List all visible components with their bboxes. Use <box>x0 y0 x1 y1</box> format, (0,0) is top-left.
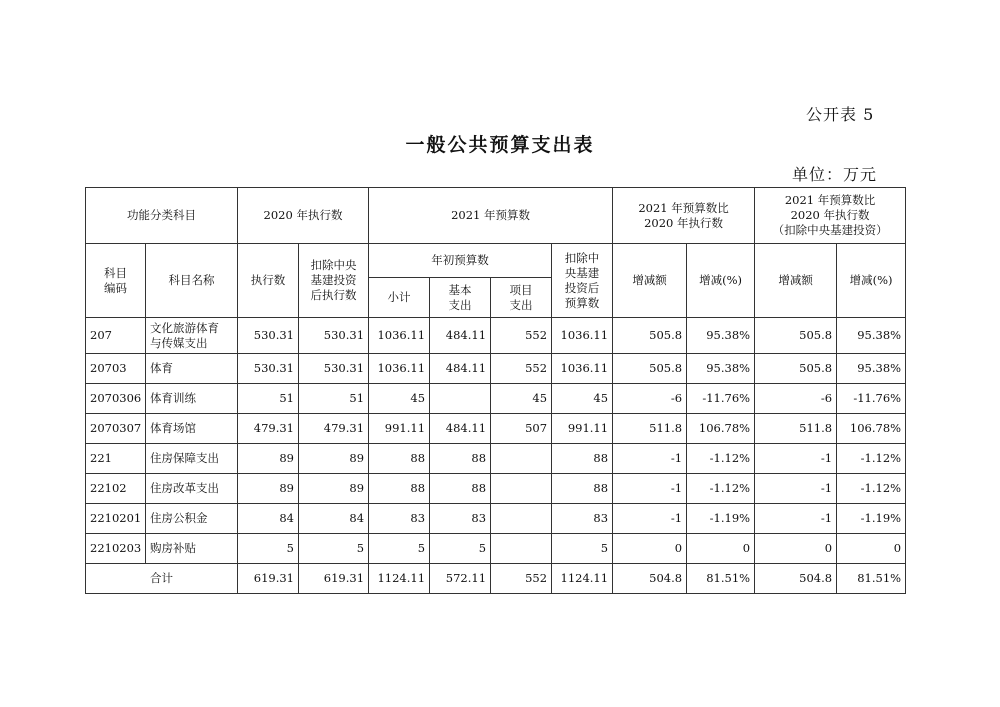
row-subtotal: 1036.11 <box>369 318 430 354</box>
header-pct-1: 增减(%) <box>687 244 755 318</box>
row-exec: 89 <box>238 474 299 504</box>
public-table-label: 公开表 5 <box>806 105 875 124</box>
row-basic: 484.11 <box>430 318 491 354</box>
row-exec-excl: 89 <box>299 444 369 474</box>
header-pct-2: 增减(%) <box>837 244 906 318</box>
header-compare-2: 2021 年预算数比 2020 年执行数 （扣除中央基建投资） <box>755 188 906 244</box>
row-project: 45 <box>491 384 552 414</box>
row-budget-excl: 88 <box>552 444 613 474</box>
table-row <box>86 504 906 534</box>
row-name: 体育 <box>146 354 238 384</box>
row-exec-excl: 89 <box>299 474 369 504</box>
row-project: 507 <box>491 414 552 444</box>
total-row <box>86 564 906 594</box>
header-basic: 基本 支出 <box>430 278 491 318</box>
header-name: 科目名称 <box>146 244 238 318</box>
row-name: 体育训练 <box>146 384 238 414</box>
row-exec: 5 <box>238 534 299 564</box>
table-row <box>86 534 906 564</box>
row-basic: 83 <box>430 504 491 534</box>
row-budget-excl: 88 <box>552 474 613 504</box>
row-change-1: -1 <box>613 504 687 534</box>
row-change-2: 511.8 <box>755 414 837 444</box>
row-exec: 84 <box>238 504 299 534</box>
row-pct-2: 0 <box>837 534 906 564</box>
row-exec: 530.31 <box>238 318 299 354</box>
row-exec-excl: 479.31 <box>299 414 369 444</box>
row-change-1: 511.8 <box>613 414 687 444</box>
row-pct-2: -1.12% <box>837 474 906 504</box>
row-exec-excl: 51 <box>299 384 369 414</box>
row-pct-1: 95.38% <box>687 318 755 354</box>
row-pct-1: -1.12% <box>687 444 755 474</box>
header-compare-1: 2021 年预算数比 2020 年执行数 <box>613 188 755 244</box>
header-budget-2021: 2021 年预算数 <box>369 188 613 244</box>
row-project: 552 <box>491 354 552 384</box>
row-code: 22102 <box>86 474 146 504</box>
row-pct-1: 106.78% <box>687 414 755 444</box>
row-budget-excl: 5 <box>552 534 613 564</box>
row-exec: 479.31 <box>238 414 299 444</box>
row-budget-excl: 45 <box>552 384 613 414</box>
row-subtotal: 991.11 <box>369 414 430 444</box>
unit-label: 单位：万元 <box>792 165 878 184</box>
row-project <box>491 534 552 564</box>
row-exec-excl: 530.31 <box>299 354 369 384</box>
row-name: 住房改革支出 <box>146 474 238 504</box>
header-project: 项目 支出 <box>491 278 552 318</box>
row-change-2: -6 <box>755 384 837 414</box>
header-budget-excl: 扣除中 央基建 投资后 预算数 <box>552 244 613 318</box>
row-basic <box>430 384 491 414</box>
row-exec: 530.31 <box>238 354 299 384</box>
row-budget-excl: 1036.11 <box>552 354 613 384</box>
row-change-1: 505.8 <box>613 354 687 384</box>
row-code: 20703 <box>86 354 146 384</box>
row-pct-2: -1.12% <box>837 444 906 474</box>
row-name: 文化旅游体育 与传媒支出 <box>146 318 238 354</box>
header-exec-2020: 2020 年执行数 <box>238 188 369 244</box>
total-pct-2: 81.51% <box>837 564 906 594</box>
row-project <box>491 504 552 534</box>
row-change-2: -1 <box>755 444 837 474</box>
row-change-1: -1 <box>613 444 687 474</box>
row-change-2: 0 <box>755 534 837 564</box>
row-code: 207 <box>86 318 146 354</box>
row-code: 2210203 <box>86 534 146 564</box>
row-subtotal: 45 <box>369 384 430 414</box>
row-basic: 484.11 <box>430 414 491 444</box>
row-budget-excl: 1036.11 <box>552 318 613 354</box>
row-exec-excl: 530.31 <box>299 318 369 354</box>
row-change-1: -1 <box>613 474 687 504</box>
row-subtotal: 88 <box>369 444 430 474</box>
total-subtotal: 1124.11 <box>369 564 430 594</box>
total-label: 合计 <box>86 564 238 594</box>
row-name: 住房保障支出 <box>146 444 238 474</box>
row-name: 体育场馆 <box>146 414 238 444</box>
row-pct-2: -11.76% <box>837 384 906 414</box>
row-pct-2: 106.78% <box>837 414 906 444</box>
row-pct-2: 95.38% <box>837 354 906 384</box>
row-change-2: 505.8 <box>755 354 837 384</box>
table-row <box>86 354 906 384</box>
row-subtotal: 5 <box>369 534 430 564</box>
budget-expenditure-table <box>85 187 906 594</box>
total-change-1: 504.8 <box>613 564 687 594</box>
total-exec: 619.31 <box>238 564 299 594</box>
header-change-2: 增减额 <box>755 244 837 318</box>
header-category: 功能分类科目 <box>86 188 238 244</box>
total-project: 552 <box>491 564 552 594</box>
header-subtotal: 小计 <box>369 278 430 318</box>
row-pct-1: -1.19% <box>687 504 755 534</box>
row-change-1: 0 <box>613 534 687 564</box>
row-code: 221 <box>86 444 146 474</box>
row-project: 552 <box>491 318 552 354</box>
row-name: 住房公积金 <box>146 504 238 534</box>
row-change-1: -6 <box>613 384 687 414</box>
row-change-2: -1 <box>755 474 837 504</box>
row-code: 2070307 <box>86 414 146 444</box>
header-initial-budget: 年初预算数 <box>369 244 552 278</box>
header-code: 科目 编码 <box>86 244 146 318</box>
total-pct-1: 81.51% <box>687 564 755 594</box>
row-subtotal: 1036.11 <box>369 354 430 384</box>
row-exec: 89 <box>238 444 299 474</box>
total-budget-excl: 1124.11 <box>552 564 613 594</box>
row-code: 2210201 <box>86 504 146 534</box>
row-change-2: 505.8 <box>755 318 837 354</box>
table-row <box>86 474 906 504</box>
row-exec-excl: 5 <box>299 534 369 564</box>
row-exec: 51 <box>238 384 299 414</box>
row-pct-1: 95.38% <box>687 354 755 384</box>
row-basic: 88 <box>430 474 491 504</box>
row-pct-1: -11.76% <box>687 384 755 414</box>
row-change-1: 505.8 <box>613 318 687 354</box>
header-exec-excl: 扣除中央 基建投资 后执行数 <box>299 244 369 318</box>
table-row <box>86 414 906 444</box>
row-project <box>491 444 552 474</box>
header-change-1: 增减额 <box>613 244 687 318</box>
page-title: 一般公共预算支出表 <box>405 134 595 156</box>
table-row <box>86 318 906 354</box>
row-pct-2: 95.38% <box>837 318 906 354</box>
header-exec: 执行数 <box>238 244 299 318</box>
row-basic: 88 <box>430 444 491 474</box>
row-budget-excl: 991.11 <box>552 414 613 444</box>
table-row <box>86 384 906 414</box>
row-name: 购房补贴 <box>146 534 238 564</box>
row-pct-2: -1.19% <box>837 504 906 534</box>
row-basic: 5 <box>430 534 491 564</box>
row-subtotal: 88 <box>369 474 430 504</box>
row-basic: 484.11 <box>430 354 491 384</box>
row-pct-1: -1.12% <box>687 474 755 504</box>
row-code: 2070306 <box>86 384 146 414</box>
row-change-2: -1 <box>755 504 837 534</box>
row-budget-excl: 83 <box>552 504 613 534</box>
row-subtotal: 83 <box>369 504 430 534</box>
total-exec-excl: 619.31 <box>299 564 369 594</box>
total-basic: 572.11 <box>430 564 491 594</box>
table-row <box>86 444 906 474</box>
total-change-2: 504.8 <box>755 564 837 594</box>
row-exec-excl: 84 <box>299 504 369 534</box>
row-pct-1: 0 <box>687 534 755 564</box>
row-project <box>491 474 552 504</box>
